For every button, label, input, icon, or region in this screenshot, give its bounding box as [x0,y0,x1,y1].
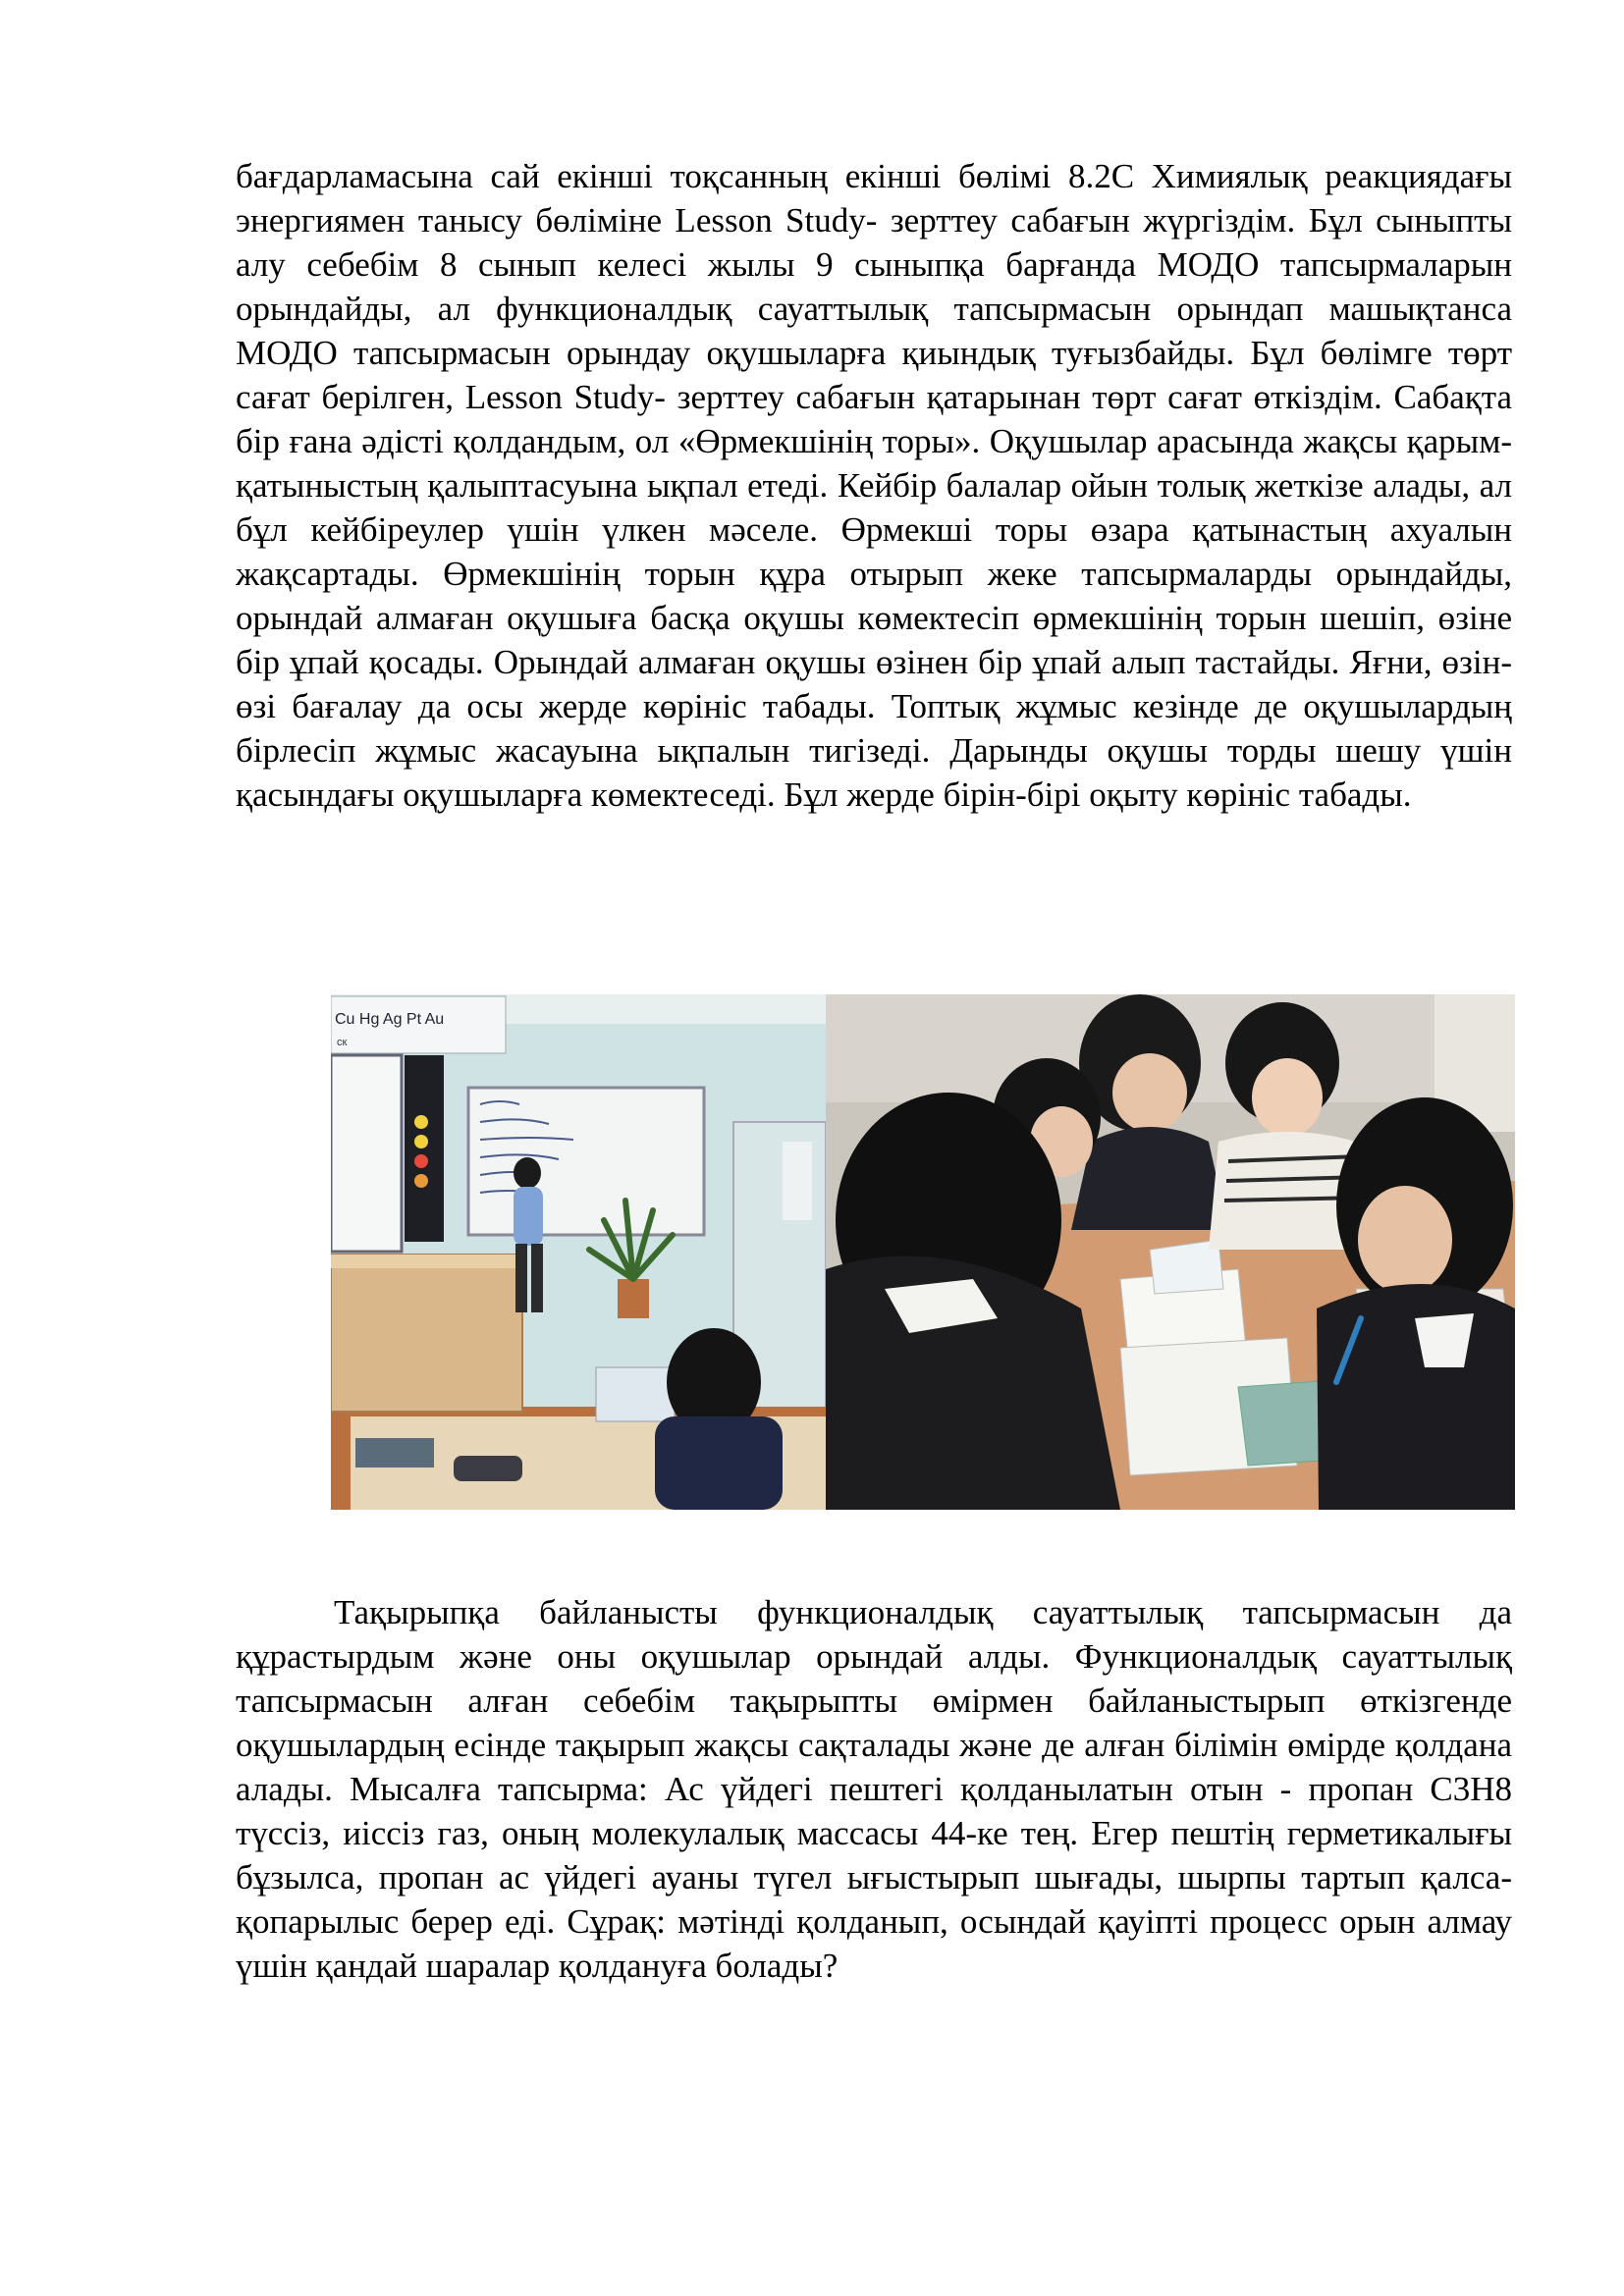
students-group-work-photo [826,994,1515,1510]
board-banner-subtext: ск [337,1037,348,1048]
classroom-blackboard-photo [331,994,826,1510]
board-banner-text: Cu Hg Ag Pt Au [335,1011,445,1028]
body-paragraph-1: бағдарламасына сай екінші тоқсанның екінші бөлімі 8.2С Химиялық реакциядағы энергиямен танысу бөліміне Lesson Study- зерттеу сабағын жүргіздім. Бұл сыныпты алу себебім 8 сынып келесі жылы 9 сыныпқа барғанда МОДО тапсырмаларын орындайды, ал функционалдық сауаттылық тапсырмасын орындап машықтанса МОДО тапсырмасын орындау оқушыларға қиындық туғызбайды. Бұл бөлімге төрт сағат берілген, Lesson Study- зерттеу сабағын қатарынан төрт сағат өткіздім. Сабақта бір ғана әдісті қолдандым, ол «Өрмекшінің торы». Оқушылар арасында жақсы қарым-қатыныстың қалыптасуына ықпал етеді. Кейбір балалар ойын толық жеткізе алады, ал бұл кейбіреулер үшін үлкен мәселе. Өрмекші торы өзара қатынастың ахуалын жақсартады. Өрмекшінің торын құра отырып жеке тапсырмаларды орындайды, орындай алмаған оқушыға басқа оқушы көмектесіп өрмекшінің торын шешіп, өзіне бір ұпай қосады. Орындай алмаған оқушы өзінен бір ұпай алып тастайды. Яғни, өзін-өзі бағалау да осы жерде көрініс табады. Топтық жұмыс кезінде де оқушылардың бірлесіп жұмыс жасауына ықпалын тигізеді. Дарынды оқушы торды шешу үшін қасындағы оқушыларға көмектеседі. Бұл жерде бірін-бірі оқыту көрініс табады. [236,157,1512,814]
body-paragraph-2: Тақырыпқа байланысты функционалдық сауаттылық тапсырмасын да құрастырдым және оны оқушылар орындай алды. Функционалдық сауаттылық тапсырмасын алған себебім тақырыпты өмірмен байланыстырып өткізгенде оқушылардың есінде тақырып жақсы сақталады және де алған білімін өмірде қолдана алады. Мысалға тапсырма: Ас үйдегі пештегі қолданылатын отын - пропан С3Н8 түссіз, иіссіз газ, оның молекулалық массасы 44-ке тең. Егер пештің герметикалығы бұзылса, пропан ас үйдегі ауаны түгел ығыстырып шығады, шырпы тартып қалса- қопарылыс берер еді. Сұрақ: мәтінді қолданып, осындай қауіпті процесс орын алмау үшін қандай шаралар қолдануға болады? [236,1593,1512,1985]
students-group-work-illustration [826,994,1515,1510]
photo-collage [331,994,1515,1510]
classroom-blackboard-illustration [331,994,826,1510]
